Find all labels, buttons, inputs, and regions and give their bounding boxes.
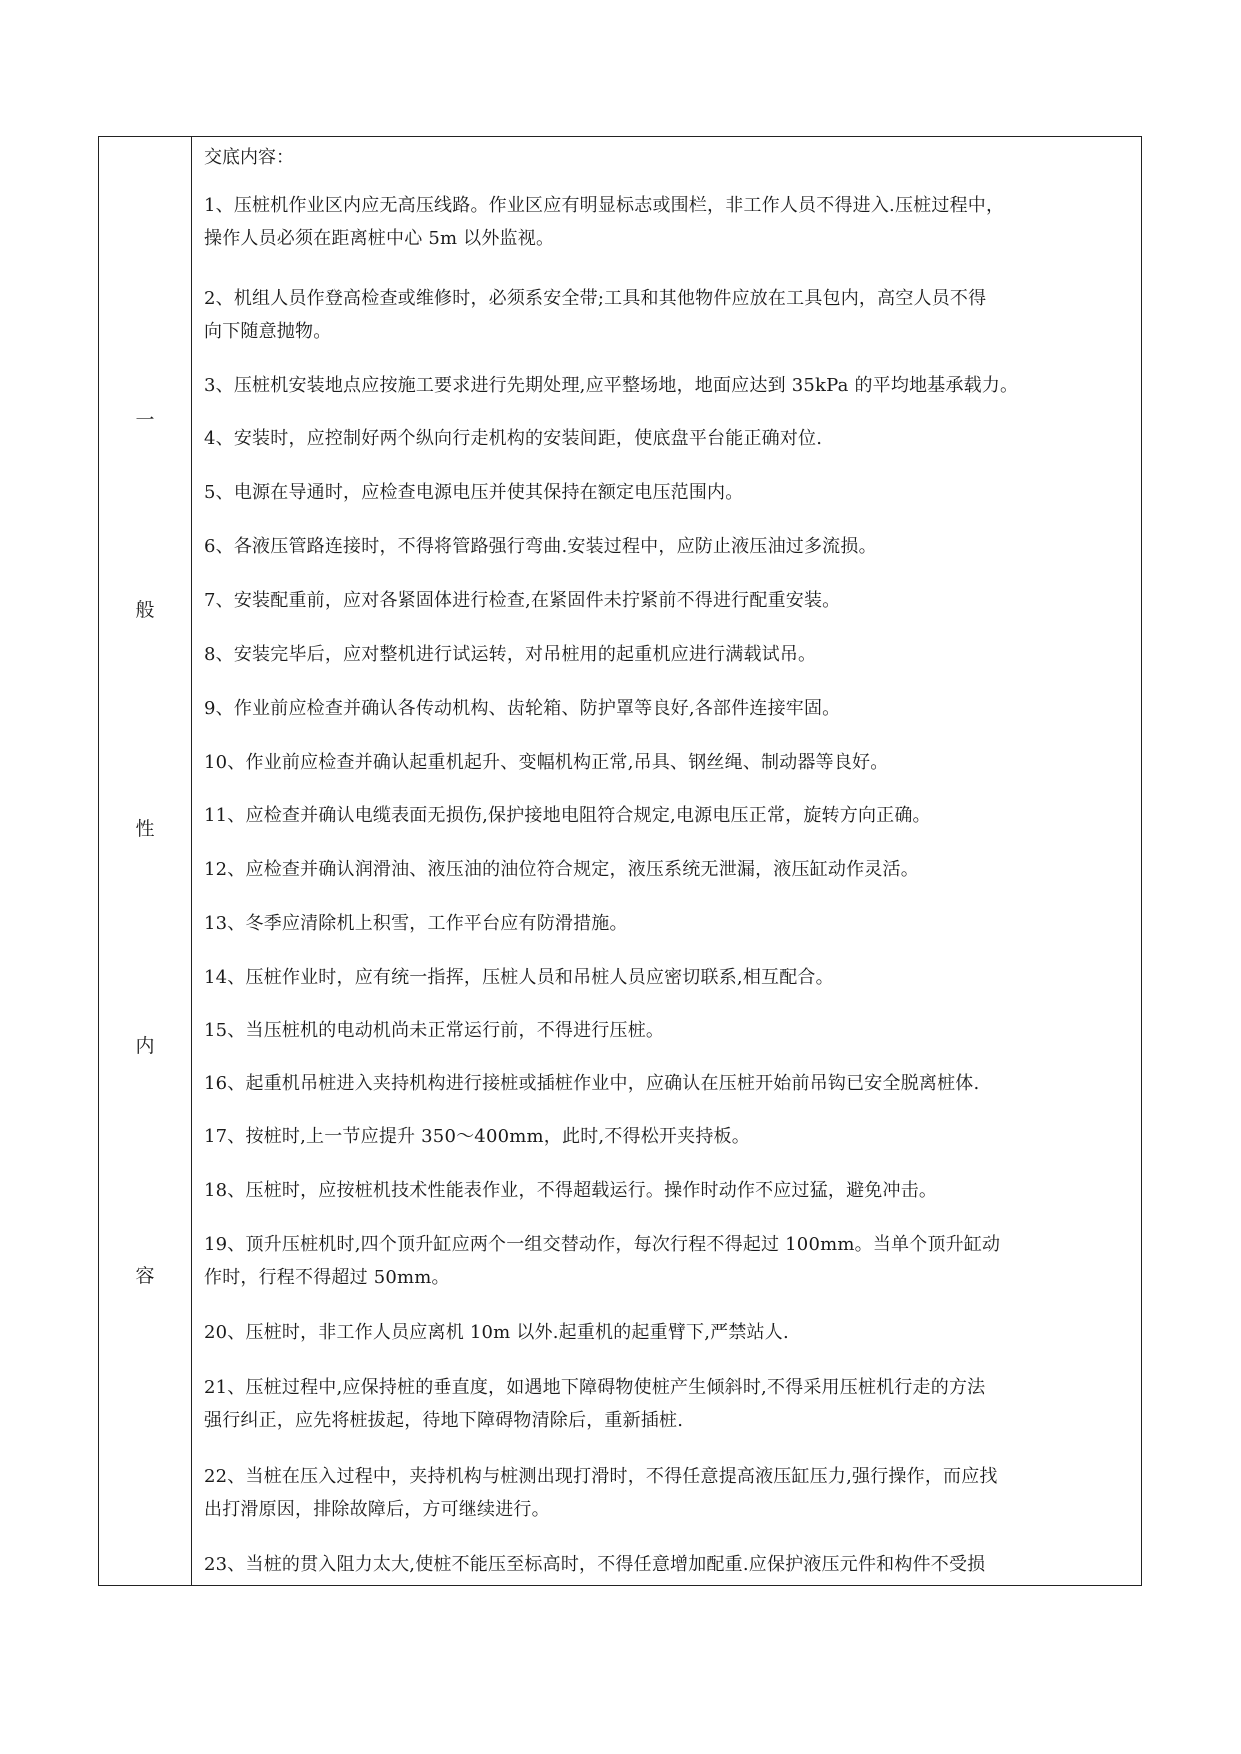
list-item (204, 961, 1136, 994)
item-line: 2、机组人员作登高检查或维修时，必须系安全带;工具和其他物件应放在工具包内，高空人员不得 (204, 288, 987, 309)
item-line: 10、作业前应检查并确认起重机起升、变幅机构正常,吊具、钢丝绳、制动器等良好。 (204, 752, 889, 773)
list-item (204, 584, 1136, 617)
item-line: 3、压桩机安装地点应按施工要求进行先期处理,应平整场地，地面应达到 35kPa 的平均地基承载力。 (204, 375, 1019, 396)
item-line: 18、压桩时，应按桩机技术性能表作业，不得超载运行。操作时动作不应过猛，避免冲击。 (204, 1180, 938, 1201)
item-line: 8、安装完毕后，应对整机进行试运转，对吊桩用的起重机应进行满载试吊。 (204, 644, 817, 665)
item-line: 13、冬季应清除机上积雪，工作平台应有防滑措施。 (204, 913, 628, 934)
list-item (204, 1316, 1136, 1349)
item-line: 19、顶升压桩机时,四个顶升缸应两个一组交替动作，每次行程不得起过 100mm。当单个顶升缸动 (204, 1234, 1001, 1255)
item-line: 16、起重机吊桩进入夹持机构进行接桩或插桩作业中，应确认在压桩开始前吊钩已安全脱离桩体. (204, 1073, 980, 1094)
list-item (204, 1014, 1136, 1047)
item-line: 作时，行程不得超过 50mm。 (204, 1267, 450, 1288)
item-line: 11、应检查并确认电缆表面无损伤,保护接地电阻符合规定,电源电压正常，旋转方向正确。 (204, 805, 931, 826)
category-char: 一 (135, 409, 155, 431)
list-item (204, 799, 1136, 832)
list-item (204, 746, 1136, 779)
list-item (204, 422, 1136, 455)
category-char: 般 (135, 599, 155, 621)
category-label-column (99, 137, 192, 1585)
item-line: 20、压桩时，非工作人员应离机 10m 以外.起重机的起重臂下,严禁站人. (204, 1322, 789, 1343)
item-line: 7、安装配重前，应对各紧固体进行检查,在紧固件未拧紧前不得进行配重安装。 (204, 590, 841, 611)
list-item (204, 1120, 1136, 1153)
list-item (204, 1228, 1136, 1294)
list-item (204, 476, 1136, 509)
item-line: 4、安装时，应控制好两个纵向行走机构的安装间距，使底盘平台能正确对位. (204, 428, 823, 449)
item-line: 14、压桩作业时，应有统一指挥，压桩人员和吊桩人员应密切联系,相互配合。 (204, 967, 834, 988)
category-char: 内 (135, 1035, 155, 1057)
list-item (204, 369, 1136, 402)
list-item (204, 638, 1136, 671)
item-line: 操作人员必须在距离桩中心 5m 以外监视。 (204, 228, 555, 249)
item-line: 强行纠正，应先将桩拔起，待地下障碍物清除后，重新插桩. (204, 1410, 684, 1431)
item-line: 12、应检查并确认润滑油、液压油的油位符合规定，液压系统无泄漏，液压缸动作灵活。 (204, 859, 919, 880)
item-line: 23、当桩的贯入阻力太大,使桩不能压至标高时，不得任意增加配重.应保护液压元件和构件不受损 (204, 1554, 986, 1575)
list-item (204, 692, 1136, 725)
list-item (204, 282, 1136, 348)
item-line: 9、作业前应检查并确认各传动机构、齿轮箱、防护罩等良好,各部件连接牢固。 (204, 698, 841, 719)
item-line: 22、当桩在压入过程中，夹持机构与桩测出现打滑时，不得任意提高液压缸压力,强行操作，而应找 (204, 1466, 998, 1487)
list-item (204, 530, 1136, 563)
category-char: 容 (135, 1265, 155, 1287)
list-item (204, 189, 1136, 255)
briefing-table (98, 136, 1142, 1586)
briefing-content (192, 137, 1141, 1585)
item-line: 出打滑原因，排除故障后，方可继续进行。 (204, 1499, 550, 1520)
content-heading: 交底内容： (204, 147, 294, 168)
list-item (204, 1371, 1136, 1437)
list-item (204, 1067, 1136, 1100)
category-char: 性 (135, 818, 155, 840)
item-line: 21、压桩过程中,应保持桩的垂直度，如遇地下障碍物使桩产生倾斜时,不得采用压桩机行走的方法 (204, 1377, 986, 1398)
list-item (204, 1548, 1136, 1581)
list-item (204, 853, 1136, 886)
item-line: 5、电源在导通时，应检查电源电压并使其保持在额定电压范围内。 (204, 482, 744, 503)
item-line: 15、当压桩机的电动机尚未正常运行前，不得进行压桩。 (204, 1020, 665, 1041)
list-item (204, 1460, 1136, 1526)
item-line: 向下随意抛物。 (204, 321, 332, 342)
list-item (204, 1174, 1136, 1207)
item-line: 1、压桩机作业区内应无高压线路。作业区应有明显标志或围栏，非工作人员不得进入.压桩过程中， (204, 195, 1005, 216)
item-line: 6、各液压管路连接时，不得将管路强行弯曲.安装过程中，应防止液压油过多流损。 (204, 536, 877, 557)
list-item (204, 907, 1136, 940)
item-line: 17、按桩时,上一节应提升 350～400mm，此时,不得松开夹持板。 (204, 1126, 750, 1147)
